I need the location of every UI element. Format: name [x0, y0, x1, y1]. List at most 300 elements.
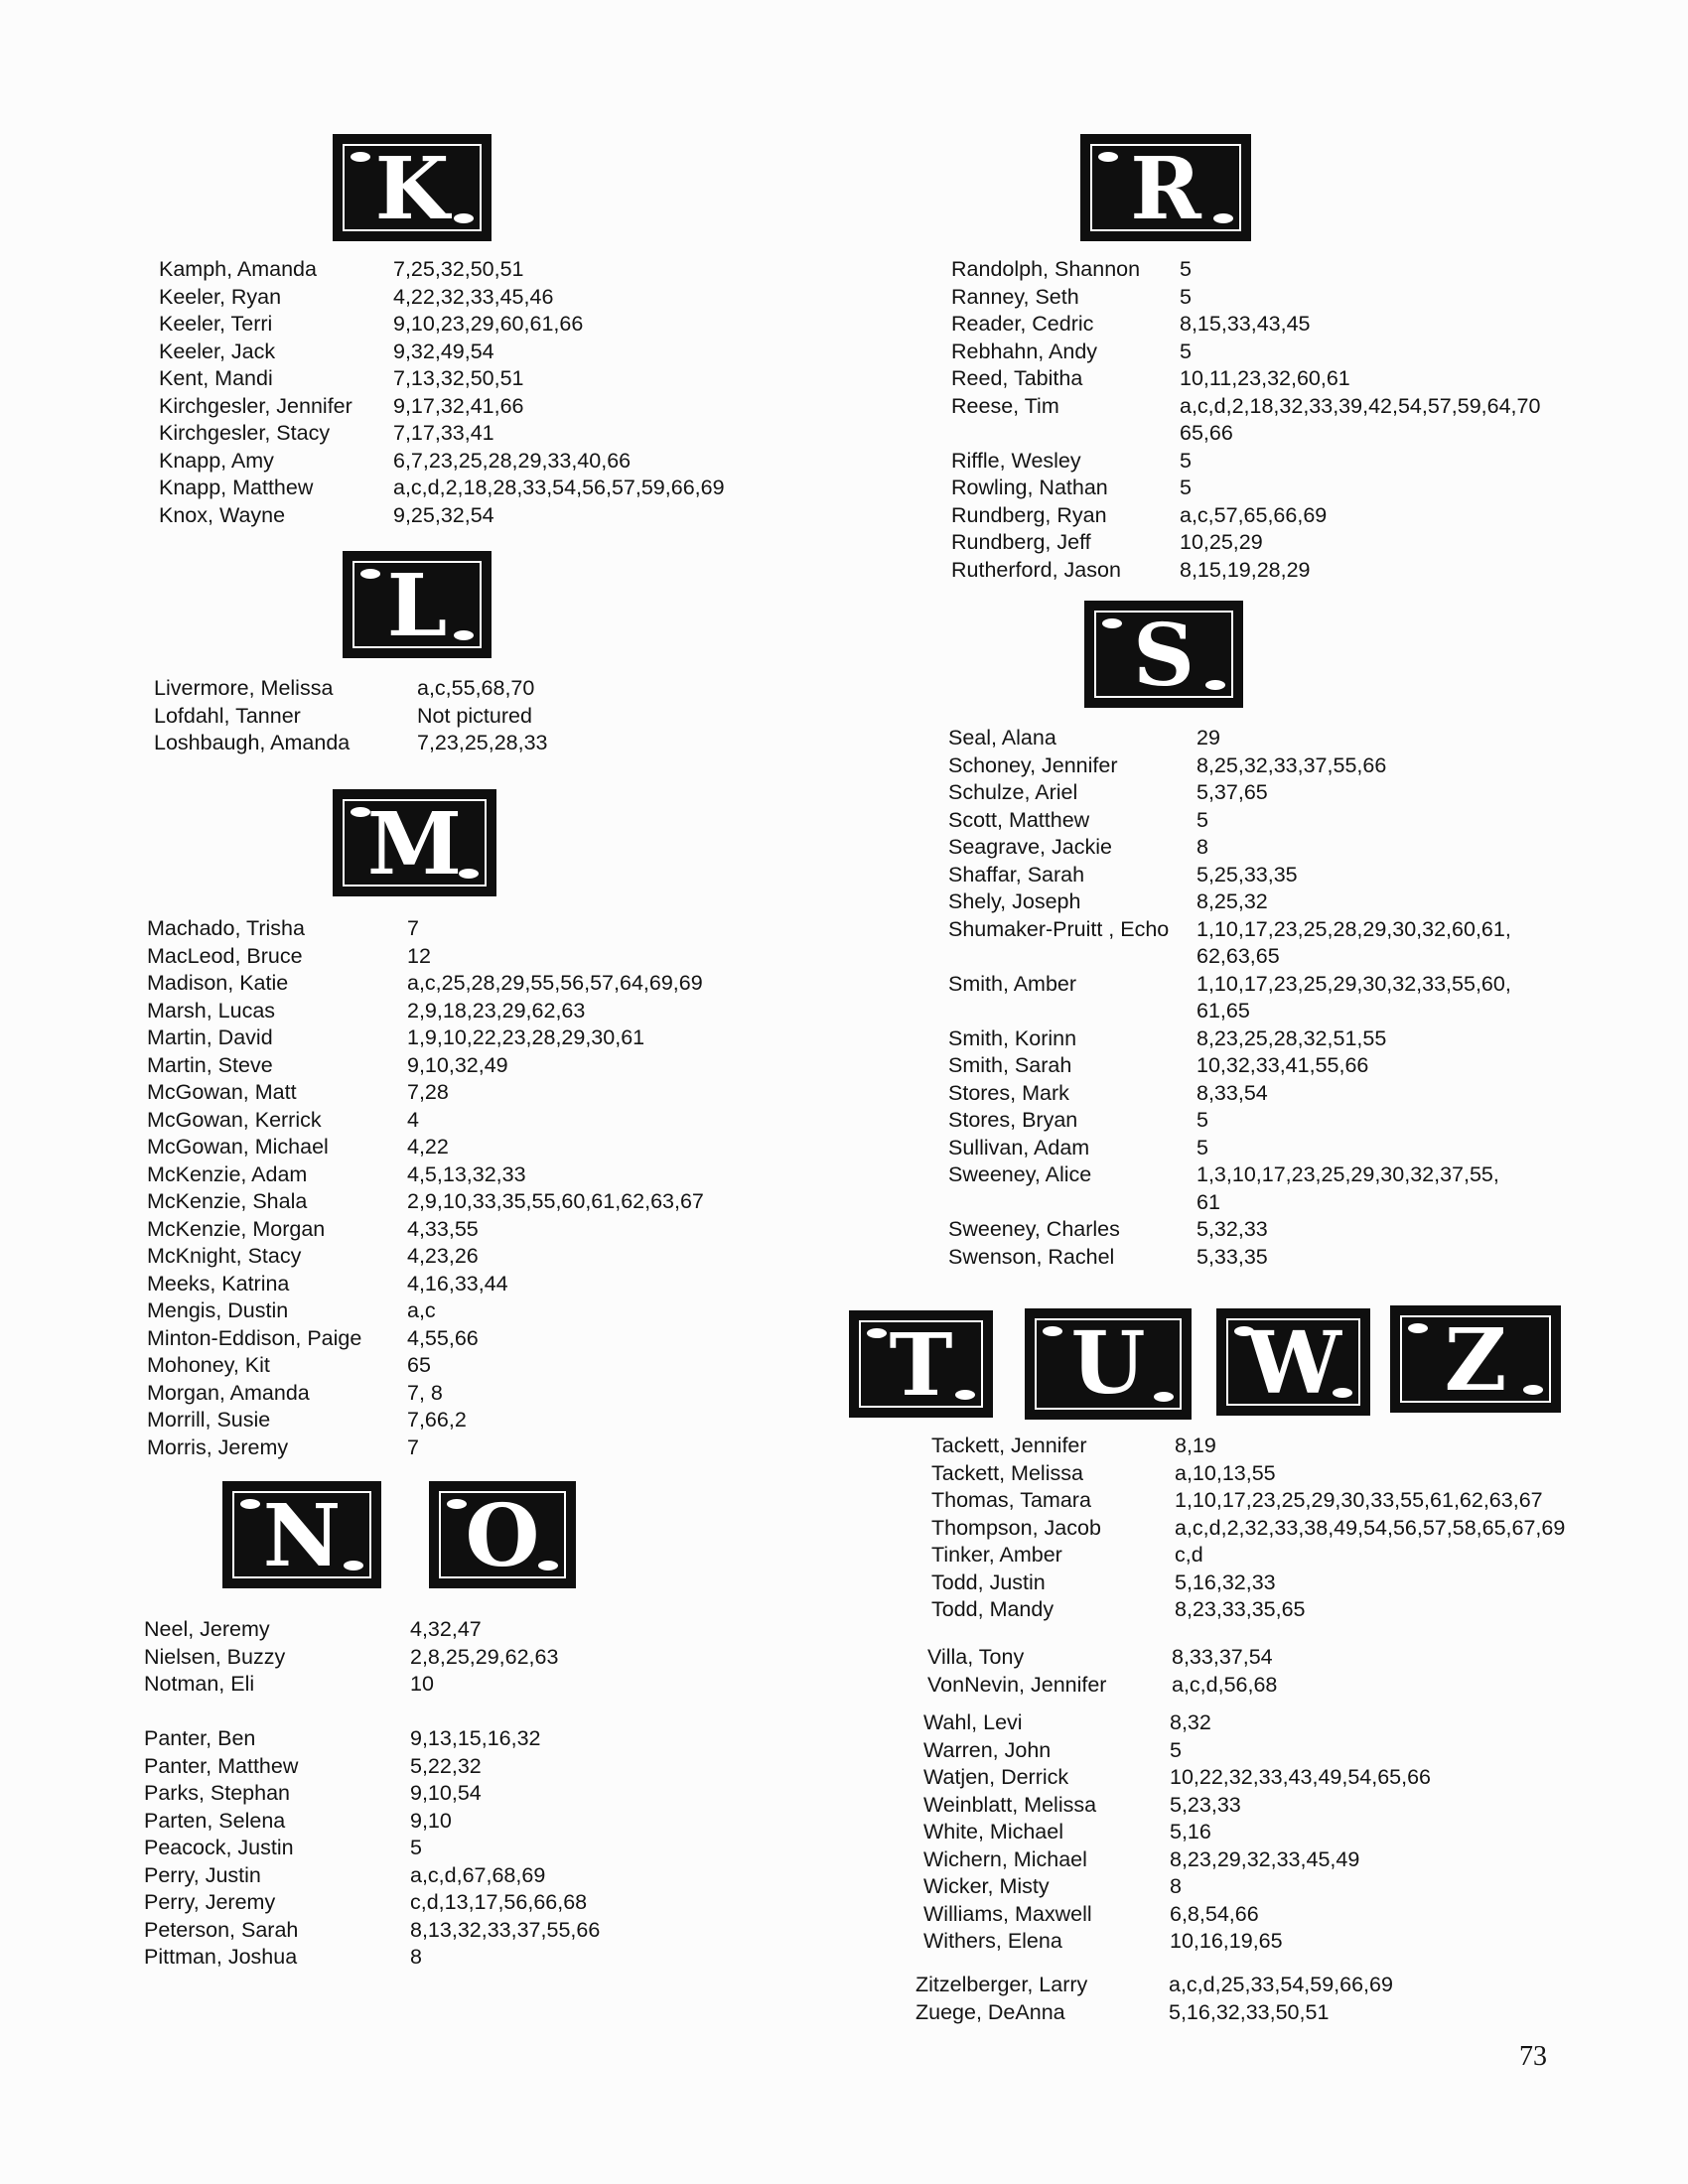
- entry-name: Perry, Justin: [144, 1862, 261, 1887]
- index-entry: [147, 1052, 782, 1080]
- entry-pages: 9,17,32,41,66: [393, 393, 524, 418]
- entry-pages: 5: [1180, 257, 1192, 281]
- entry-name: Keeler, Ryan: [159, 284, 282, 309]
- entry-pages: 8,19: [1175, 1433, 1216, 1457]
- index-entry: [154, 730, 789, 757]
- section-z: [915, 1972, 1630, 2026]
- entry-name: Schoney, Jennifer: [948, 752, 1118, 777]
- entry-name: Ranney, Seth: [951, 284, 1079, 309]
- index-entry: [144, 1671, 779, 1699]
- entry-name: Martin, David: [147, 1025, 273, 1049]
- entry-pages: 7,28: [407, 1080, 449, 1104]
- index-entry: [144, 1862, 779, 1890]
- index-entry: [154, 675, 789, 703]
- entry-name: Rebhahn, Andy: [951, 339, 1098, 363]
- entry-name: McKenzie, Morgan: [147, 1216, 326, 1241]
- index-entry: [159, 502, 794, 530]
- entry-pages: c,d: [1175, 1543, 1203, 1567]
- entry-pages: c,d,13,17,56,66,68: [410, 1890, 588, 1914]
- entry-name: Shumaker-Pruitt , Echo: [948, 916, 1170, 941]
- entry-pages: 8,23,33,35,65: [1175, 1597, 1306, 1621]
- index-entry: [147, 1271, 782, 1298]
- entry-pages: 4,55,66: [407, 1325, 479, 1350]
- entry-name: Knox, Wayne: [159, 502, 286, 527]
- index-entry: [147, 1243, 782, 1271]
- index-entry: [159, 393, 794, 421]
- index-entry: [951, 284, 1646, 312]
- index-entry: [951, 475, 1646, 502]
- index-entry: [147, 1188, 782, 1216]
- capital-o-letter: O: [465, 1486, 540, 1586]
- capital-k-icon: [333, 134, 492, 241]
- entry-name: Sweeney, Alice: [948, 1162, 1092, 1186]
- entry-name: Keeler, Terri: [159, 312, 273, 336]
- entry-pages: 29: [1196, 726, 1220, 750]
- entry-pages: 9,10: [410, 1808, 452, 1833]
- index-entry: [948, 807, 1643, 835]
- index-entry: [154, 703, 789, 731]
- index-entry: [923, 1846, 1638, 1874]
- index-entry: [159, 365, 794, 393]
- index-entry: [147, 1352, 782, 1380]
- index-entry: [144, 1889, 779, 1917]
- index-entry: [923, 1901, 1638, 1929]
- entry-name: Shely, Joseph: [948, 889, 1081, 913]
- entry-name: McKenzie, Adam: [147, 1161, 308, 1186]
- entry-name: Knapp, Amy: [159, 448, 274, 473]
- section-l: [154, 675, 789, 757]
- entry-name: Perry, Jeremy: [144, 1890, 276, 1914]
- entry-pages: 7,23,25,28,33: [417, 731, 548, 754]
- entry-pages: 65,66: [1180, 421, 1233, 445]
- index-entry: [923, 1819, 1638, 1846]
- entry-pages: 8,33,54: [1196, 1080, 1268, 1105]
- entry-name: McGowan, Matt: [147, 1080, 297, 1104]
- index-entry: [923, 1873, 1638, 1901]
- entry-pages: 8: [1170, 1874, 1182, 1898]
- capital-r-icon: [1080, 134, 1251, 241]
- index-entry: [948, 1161, 1643, 1189]
- index-entry: [948, 834, 1643, 862]
- entry-pages: 7,66,2: [407, 1408, 467, 1432]
- entry-name: Smith, Sarah: [948, 1053, 1072, 1077]
- index-entry: [923, 1709, 1638, 1737]
- index-entry: [931, 1487, 1646, 1515]
- entry-pages: 5: [410, 1836, 422, 1859]
- entry-pages: 7: [407, 1434, 419, 1459]
- entry-name: Reese, Tim: [951, 393, 1059, 418]
- entry-pages: 5,32,33: [1196, 1217, 1268, 1241]
- entry-pages: 9,10,54: [410, 1781, 482, 1805]
- entry-pages: 8: [1196, 835, 1208, 859]
- entry-pages: 6,7,23,25,28,29,33,40,66: [393, 448, 632, 473]
- entry-name: Martin, Steve: [147, 1052, 273, 1077]
- entry-pages: a,c,57,65,66,69: [1180, 502, 1328, 527]
- index-entry: [147, 970, 782, 998]
- index-entry: [951, 557, 1646, 585]
- entry-name: Wicker, Misty: [923, 1874, 1050, 1898]
- entry-pages: a,c,d,2,18,32,33,39,42,54,57,59,64,70: [1180, 393, 1541, 418]
- capital-r-letter: R: [1130, 139, 1201, 239]
- entry-pages: 1,3,10,17,23,25,29,30,32,37,55,: [1196, 1162, 1499, 1186]
- entry-name: Minton-Eddison, Paige: [147, 1325, 362, 1350]
- entry-name: Seal, Alana: [948, 726, 1056, 750]
- entry-name: Warren, John: [923, 1737, 1052, 1762]
- index-entry: [147, 1134, 782, 1161]
- entry-name: Thompson, Jacob: [931, 1515, 1101, 1540]
- entry-pages: 7: [407, 916, 419, 940]
- capital-t-letter: T: [889, 1315, 953, 1416]
- entry-pages: 1,9,10,22,23,28,29,30,61: [407, 1025, 645, 1049]
- index-entry: [144, 1944, 779, 1972]
- index-entry: [948, 916, 1643, 944]
- entry-pages: 8,23,29,32,33,45,49: [1170, 1846, 1360, 1871]
- capital-s-icon: [1084, 601, 1243, 708]
- section-s: [948, 725, 1643, 1271]
- index-entry: [159, 311, 794, 339]
- index-entry: [147, 943, 782, 971]
- section-n: [144, 1616, 779, 1699]
- entry-name: Nielsen, Buzzy: [144, 1644, 286, 1669]
- capital-o-icon: [429, 1481, 576, 1588]
- entry-name: Lofdahl, Tanner: [154, 703, 301, 728]
- index-entry: [948, 779, 1643, 807]
- entry-name: Notman, Eli: [144, 1672, 255, 1696]
- entry-pages: 4: [407, 1107, 419, 1132]
- index-entry-continued: [951, 420, 1646, 448]
- entry-name: Stores, Bryan: [948, 1108, 1078, 1132]
- section-r: [951, 256, 1646, 584]
- entry-pages: 61,65: [1196, 999, 1250, 1023]
- capital-l-icon: [343, 551, 492, 658]
- index-entry: [159, 284, 794, 312]
- entry-pages: 4,5,13,32,33: [407, 1161, 526, 1186]
- section-p: [144, 1725, 779, 1972]
- entry-name: Tinker, Amber: [931, 1543, 1062, 1567]
- index-entry: [948, 1025, 1643, 1053]
- entry-pages: 7,13,32,50,51: [393, 366, 524, 390]
- index-entry: [147, 1161, 782, 1189]
- entry-name: Riffle, Wesley: [951, 448, 1081, 473]
- entry-pages: 8,15,19,28,29: [1180, 557, 1311, 582]
- entry-name: Kirchgesler, Stacy: [159, 421, 331, 445]
- index-entry: [948, 971, 1643, 999]
- entry-name: Reed, Tabitha: [951, 366, 1083, 390]
- entry-name: Thomas, Tamara: [931, 1488, 1091, 1512]
- entry-name: Stores, Mark: [948, 1080, 1069, 1105]
- index-entry-continued: [948, 943, 1643, 971]
- entry-name: Kent, Mandi: [159, 366, 273, 390]
- entry-pages: 5: [1180, 284, 1192, 309]
- entry-name: Kirchgesler, Jennifer: [159, 393, 352, 418]
- entry-name: Morris, Jeremy: [147, 1434, 289, 1459]
- entry-name: Rundberg, Ryan: [951, 502, 1107, 527]
- entry-pages: a,c,25,28,29,55,56,57,64,69,69: [407, 971, 703, 995]
- capital-z-icon: [1390, 1305, 1561, 1413]
- entry-pages: 8: [410, 1945, 422, 1969]
- capital-l-letter: L: [386, 556, 448, 656]
- entry-name: McGowan, Kerrick: [147, 1107, 322, 1132]
- entry-pages: 1,10,17,23,25,28,29,30,32,60,61,: [1196, 916, 1511, 941]
- index-entry: [948, 862, 1643, 889]
- entry-pages: 8,15,33,43,45: [1180, 312, 1311, 336]
- index-entry: [147, 1024, 782, 1052]
- entry-name: Smith, Korinn: [948, 1025, 1077, 1050]
- index-entry: [159, 475, 794, 502]
- index-entry: [147, 1325, 782, 1353]
- entry-pages: a,10,13,55: [1175, 1460, 1276, 1485]
- entry-pages: 10: [410, 1672, 434, 1696]
- entry-pages: 5,16: [1170, 1820, 1211, 1843]
- entry-name: Sweeney, Charles: [948, 1217, 1120, 1241]
- entry-name: VonNevin, Jennifer: [927, 1672, 1107, 1697]
- section-t-u: [931, 1433, 1646, 1624]
- section-w: [923, 1709, 1638, 1956]
- entry-pages: 8,23,25,28,32,51,55: [1196, 1025, 1387, 1050]
- capital-s-letter: S: [1132, 606, 1196, 706]
- index-entry: [144, 1753, 779, 1781]
- index-entry: [948, 1135, 1643, 1162]
- entry-name: Withers, Elena: [923, 1929, 1062, 1953]
- index-entry: [144, 1644, 779, 1672]
- entry-name: Peterson, Sarah: [144, 1917, 299, 1942]
- entry-name: Randolph, Shannon: [951, 257, 1141, 281]
- index-entry: [951, 393, 1646, 421]
- entry-name: Sullivan, Adam: [948, 1135, 1090, 1160]
- entry-name: Peacock, Justin: [144, 1836, 294, 1859]
- entry-pages: 7, 8: [407, 1380, 443, 1405]
- entry-pages: 6,8,54,66: [1170, 1901, 1259, 1926]
- entry-pages: 7,17,33,41: [393, 421, 494, 445]
- capital-z-letter: Z: [1444, 1310, 1507, 1411]
- capital-m-letter: M: [366, 794, 463, 894]
- capital-w-letter: W: [1245, 1313, 1341, 1414]
- entry-pages: 9,32,49,54: [393, 339, 494, 363]
- index-entry: [144, 1808, 779, 1836]
- index-entry: [915, 1972, 1630, 1999]
- index-entry: [948, 752, 1643, 780]
- entry-name: Keeler, Jack: [159, 339, 276, 363]
- entry-pages: Not pictured: [417, 703, 532, 728]
- index-entry: [948, 1216, 1643, 1244]
- entry-pages: 1,10,17,23,25,29,30,33,55,61,62,63,67: [1175, 1488, 1543, 1512]
- index-entry: [923, 1737, 1638, 1765]
- index-entry: [948, 1244, 1643, 1272]
- entry-name: Shaffar, Sarah: [948, 862, 1085, 887]
- entry-pages: 4,22,32,33,45,46: [393, 284, 554, 309]
- index-entry: [147, 1297, 782, 1325]
- entry-name: McKnight, Stacy: [147, 1244, 302, 1268]
- section-m: [147, 915, 782, 1461]
- index-entry: [948, 888, 1643, 916]
- capital-m-icon: [333, 789, 496, 896]
- entry-name: Panter, Matthew: [144, 1753, 299, 1778]
- index-entry: [948, 1107, 1643, 1135]
- entry-pages: 12: [407, 943, 431, 968]
- entry-pages: 10,11,23,32,60,61: [1180, 366, 1350, 390]
- entry-name: Weinblatt, Melissa: [923, 1792, 1097, 1817]
- index-entry: [927, 1672, 1642, 1700]
- entry-pages: 8,32: [1170, 1710, 1211, 1734]
- entry-pages: a,c,d,2,32,33,38,49,54,56,57,58,65,67,69: [1175, 1515, 1566, 1540]
- entry-pages: 5,25,33,35: [1196, 862, 1298, 887]
- entry-pages: 5,33,35: [1196, 1244, 1268, 1269]
- entry-pages: a,c,d,2,18,28,33,54,56,57,59,66,69: [393, 476, 725, 499]
- entry-pages: 2,8,25,29,62,63: [410, 1644, 559, 1669]
- entry-name: McGowan, Michael: [147, 1135, 329, 1159]
- entry-name: Swenson, Rachel: [948, 1244, 1115, 1269]
- entry-pages: 8,25,32: [1196, 889, 1268, 913]
- index-entry: [948, 725, 1643, 752]
- index-entry: [147, 1107, 782, 1135]
- index-entry: [144, 1725, 779, 1753]
- entry-pages: 9,13,15,16,32: [410, 1726, 541, 1750]
- entry-pages: 5,22,32: [410, 1753, 482, 1778]
- entry-name: Madison, Katie: [147, 971, 289, 995]
- entry-pages: 8,13,32,33,37,55,66: [410, 1917, 601, 1942]
- index-entry-continued: [948, 1189, 1643, 1217]
- entry-pages: 10,32,33,41,55,66: [1196, 1053, 1369, 1077]
- index-entry: [927, 1644, 1642, 1672]
- entry-name: Morrill, Susie: [147, 1408, 271, 1432]
- index-entry: [147, 1407, 782, 1434]
- index-entry: [923, 1792, 1638, 1820]
- entry-name: Mengis, Dustin: [147, 1298, 289, 1322]
- entry-name: Loshbaugh, Amanda: [154, 731, 351, 754]
- capital-u-letter: U: [1070, 1313, 1146, 1414]
- index-entry: [951, 339, 1646, 366]
- capital-n-icon: [222, 1481, 381, 1588]
- entry-name: Rundberg, Jeff: [951, 530, 1091, 554]
- entry-pages: a,c,d,56,68: [1172, 1672, 1278, 1697]
- capital-u-icon: [1025, 1308, 1192, 1420]
- entry-name: Rowling, Nathan: [951, 476, 1108, 499]
- entry-name: Tackett, Melissa: [931, 1460, 1083, 1485]
- entry-pages: 9,10,23,29,60,61,66: [393, 312, 584, 336]
- entry-name: Parks, Stephan: [144, 1781, 291, 1805]
- entry-name: Todd, Mandy: [931, 1597, 1055, 1621]
- entry-pages: 10,22,32,33,43,49,54,65,66: [1170, 1765, 1432, 1789]
- entry-pages: 4,22: [407, 1135, 449, 1159]
- entry-pages: 4,33,55: [407, 1216, 479, 1241]
- entry-name: Pittman, Joshua: [144, 1945, 298, 1969]
- index-entry: [951, 365, 1646, 393]
- index-entry: [931, 1460, 1646, 1488]
- entry-pages: 61: [1196, 1189, 1220, 1214]
- entry-name: White, Michael: [923, 1820, 1063, 1843]
- entry-name: Machado, Trisha: [147, 916, 305, 940]
- entry-name: Watjen, Derrick: [923, 1765, 1069, 1789]
- entry-pages: 4,32,47: [410, 1617, 482, 1641]
- entry-pages: 5: [1196, 807, 1208, 832]
- entry-pages: 9,10,32,49: [407, 1052, 508, 1077]
- entry-pages: a,c,55,68,70: [417, 676, 535, 700]
- entry-name: Livermore, Melissa: [154, 676, 334, 700]
- entry-name: Zitzelberger, Larry: [915, 1973, 1088, 1996]
- entry-pages: 10,25,29: [1180, 530, 1263, 554]
- index-entry: [159, 420, 794, 448]
- entry-name: Morgan, Amanda: [147, 1380, 310, 1405]
- index-entry: [144, 1917, 779, 1945]
- entry-pages: 5,16,32,33,50,51: [1169, 1999, 1330, 2024]
- index-entry: [147, 1216, 782, 1244]
- entry-pages: 5: [1196, 1135, 1208, 1160]
- entry-pages: a,c,d,67,68,69: [410, 1862, 546, 1887]
- entry-name: McKenzie, Shala: [147, 1189, 308, 1213]
- entry-pages: 5: [1180, 448, 1192, 473]
- entry-pages: 8,33,37,54: [1172, 1645, 1273, 1669]
- index-entry: [144, 1835, 779, 1862]
- index-entry-continued: [948, 998, 1643, 1025]
- entry-name: Todd, Justin: [931, 1570, 1046, 1594]
- index-entry: [931, 1433, 1646, 1460]
- entry-name: Tackett, Jennifer: [931, 1433, 1087, 1457]
- index-entry: [144, 1780, 779, 1808]
- index-entry: [915, 1999, 1630, 2027]
- index-entry: [948, 1080, 1643, 1108]
- index-entry: [951, 448, 1646, 476]
- entry-name: Williams, Maxwell: [923, 1901, 1092, 1926]
- section-v: [927, 1644, 1642, 1699]
- index-entry: [951, 311, 1646, 339]
- entry-pages: 8,25,32,33,37,55,66: [1196, 752, 1387, 777]
- index-entry: [147, 1434, 782, 1462]
- entry-name: Wahl, Levi: [923, 1710, 1023, 1734]
- entry-name: Panter, Ben: [144, 1726, 256, 1750]
- entry-pages: 5: [1180, 339, 1192, 363]
- index-entry: [931, 1542, 1646, 1570]
- index-entry: [931, 1570, 1646, 1597]
- entry-pages: 7,25,32,50,51: [393, 257, 524, 281]
- entry-pages: 5,16,32,33: [1175, 1570, 1276, 1594]
- entry-name: Seagrave, Jackie: [948, 835, 1112, 859]
- entry-name: Kamph, Amanda: [159, 257, 317, 281]
- page-number: 73: [1519, 2041, 1547, 2072]
- index-entry: [147, 915, 782, 943]
- entry-pages: 2,9,18,23,29,62,63: [407, 998, 586, 1023]
- entry-name: Knapp, Matthew: [159, 476, 314, 499]
- entry-pages: 5,37,65: [1196, 780, 1268, 804]
- index-entry: [144, 1616, 779, 1644]
- index-entry: [159, 448, 794, 476]
- entry-pages: 4,23,26: [407, 1244, 479, 1268]
- entry-name: MacLeod, Bruce: [147, 943, 303, 968]
- entry-pages: a,c,d,25,33,54,59,66,69: [1169, 1973, 1393, 1996]
- capital-w-icon: [1216, 1308, 1370, 1416]
- entry-name: Wichern, Michael: [923, 1846, 1087, 1871]
- entry-pages: 65: [407, 1353, 431, 1377]
- index-entry: [931, 1515, 1646, 1543]
- entry-pages: a,c: [407, 1298, 436, 1322]
- index-entry: [159, 339, 794, 366]
- index-entry: [147, 998, 782, 1025]
- entry-name: Reader, Cedric: [951, 312, 1094, 336]
- entry-pages: 5: [1180, 476, 1192, 499]
- capital-t-icon: [849, 1310, 993, 1418]
- entry-name: Neel, Jeremy: [144, 1617, 270, 1641]
- index-entry: [923, 1764, 1638, 1792]
- entry-pages: 5,23,33: [1170, 1792, 1241, 1817]
- index-entry: [931, 1596, 1646, 1624]
- index-entry: [159, 256, 794, 284]
- index-entry: [147, 1079, 782, 1107]
- section-k: [159, 256, 794, 529]
- entry-pages: 1,10,17,23,25,29,30,32,33,55,60,: [1196, 971, 1511, 996]
- entry-name: Schulze, Ariel: [948, 780, 1078, 804]
- entry-pages: 5: [1196, 1108, 1208, 1132]
- entry-name: Marsh, Lucas: [147, 998, 276, 1023]
- capital-k-letter: K: [374, 139, 450, 239]
